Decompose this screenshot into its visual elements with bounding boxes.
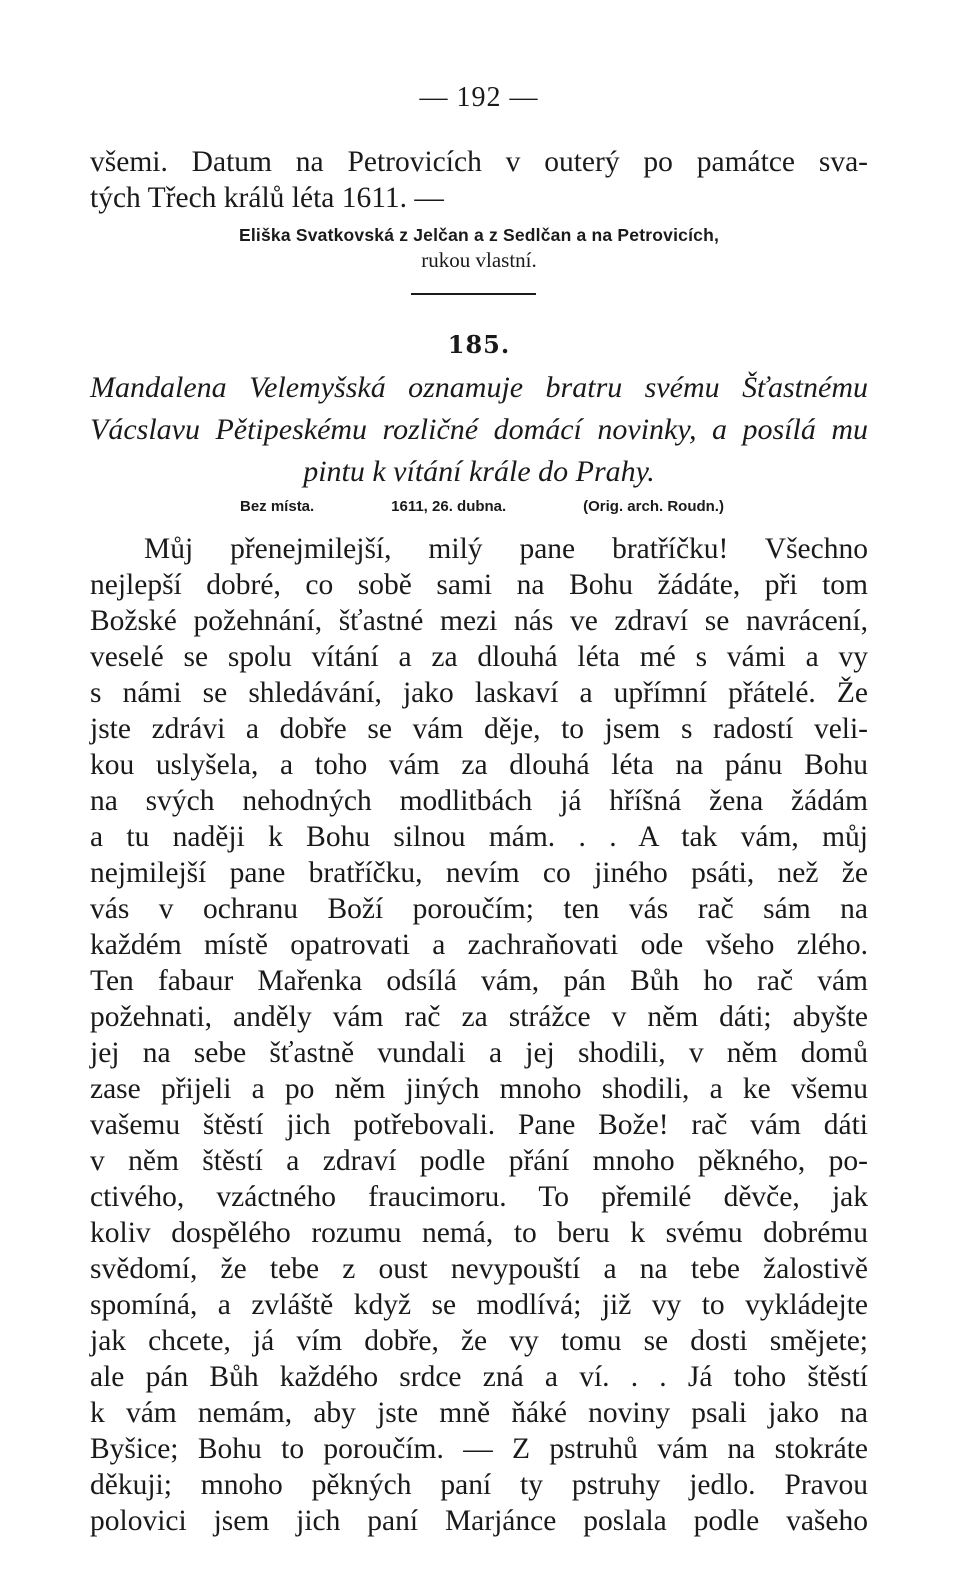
letter-heading-line: pintu k vítání krále do Prahy. bbox=[303, 455, 655, 488]
body-line: požehnati, anděly vám rač za strážce v něm dáti; abyšte bbox=[90, 1001, 868, 1033]
letter-number: 185. bbox=[447, 330, 511, 359]
body-line: spomíná, a zvláště když se modlívá; již vy to vykládejte bbox=[90, 1289, 868, 1321]
signature: Eliška Svatkovská z Jelčan a z Sedlčan a na Petrovicích, bbox=[238, 225, 720, 245]
meta-source: (Orig. arch. Roudn.) bbox=[583, 498, 724, 515]
meta-date: 1611, 26. dubna. bbox=[391, 498, 507, 515]
letter-meta bbox=[240, 498, 724, 515]
intro-line: tých Třech králů léta 1611. — bbox=[90, 182, 444, 214]
letter-heading-line: Mandalena Velemyšská oznamuje bratru svému Šťastnému bbox=[90, 371, 868, 404]
body-line: každém místě opatrovati a zachraňovati ode všeho zlého. bbox=[90, 929, 868, 961]
body-line: ctivého, vzáctného fraucimoru. To přemilé děvče, jak bbox=[90, 1181, 868, 1213]
body-line: nejmilejší pane bratříčku, nevím co jiného psáti, než že bbox=[90, 857, 868, 889]
body-line: a tu naději k Bohu silnou mám. . . A tak vám, můj bbox=[90, 821, 868, 853]
body-line: svědomí, že tebe z oust nevypouští a na tebe žalostivě bbox=[90, 1253, 868, 1285]
signature-subline: rukou vlastní. bbox=[421, 248, 537, 272]
body-line: na svých nehodných modlitbách já hříšná žena žádám bbox=[90, 785, 868, 817]
letter-heading-line: Vácslavu Pětipeskému rozličné domácí novinky, a posílá mu bbox=[90, 413, 868, 446]
body-line: Byšice; Bohu to poroučím. — Z pstruhů vám na stokráte bbox=[90, 1433, 868, 1465]
body-line: v něm štěstí a zdraví podle přání mnoho pěkného, po- bbox=[90, 1145, 868, 1177]
body-line: vás v ochranu Boží poroučím; ten vás rač sám na bbox=[90, 893, 868, 925]
body-line: polovici jsem jich paní Marjánce poslala podle vašeho bbox=[90, 1505, 868, 1537]
intro-line: všemi. Datum na Petrovicích v outerý po památce sva- bbox=[90, 146, 868, 178]
body-line: jak chcete, já vím dobře, že vy tomu se dosti smějete; bbox=[90, 1325, 868, 1357]
body-line: vašemu štěstí jich potřebovali. Pane Bože! rač vám dáti bbox=[90, 1109, 868, 1141]
body-line: nejlepší dobré, co sobě sami na Bohu žádáte, při tom bbox=[90, 569, 868, 601]
section-divider bbox=[411, 293, 536, 295]
page-number: — 192 — bbox=[419, 82, 539, 113]
body-line: kou uslyšela, a toho vám za dlouhá léta na pánu Bohu bbox=[90, 749, 868, 781]
meta-place: Bez místa. bbox=[240, 498, 315, 515]
body-line: koliv dospělého rozumu nemá, to beru k svému dobrému bbox=[90, 1217, 868, 1249]
body-line: zase přijeli a po něm jiných mnoho shodili, a ke všemu bbox=[90, 1073, 868, 1105]
body-line: jste zdrávi a dobře se vám děje, to jsem s radostí veli- bbox=[90, 713, 868, 745]
body-line: děkuji; mnoho pěkných paní ty pstruhy jedlo. Pravou bbox=[90, 1469, 868, 1501]
body-line: s námi se shledávání, jako laskaví a upřímní přátelé. Že bbox=[90, 677, 868, 709]
letter-salutation: Můj přenejmilejší, milý pane bratříčku! Všechno bbox=[144, 533, 868, 565]
body-line: Ten fabaur Mařenka odsílá vám, pán Bůh ho rač vám bbox=[90, 965, 868, 997]
body-line: veselé se spolu vítání a za dlouhá léta mé s vámi a vy bbox=[90, 641, 868, 673]
body-line: k vám nemám, aby jste mně ňáké noviny psali jako na bbox=[90, 1397, 868, 1429]
body-line: Božské požehnání, šťastné mezi nás ve zdraví se navrácení, bbox=[90, 605, 868, 637]
body-line: ale pán Bůh každého srdce zná a ví. . . Já toho štěstí bbox=[90, 1361, 868, 1393]
body-line: jej na sebe šťastně vundali a jej shodili, v něm domů bbox=[90, 1037, 868, 1069]
